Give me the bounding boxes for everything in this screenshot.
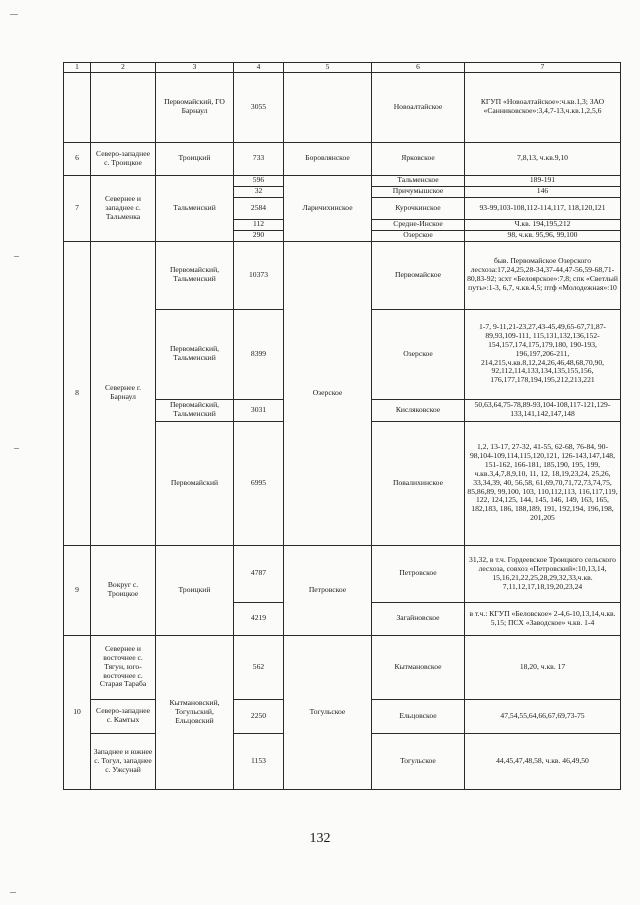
quarters-cell: КГУП «Новоалтайское»:ч.кв.1,3; ЗАО «Санниковское»:3,4,7-13,ч.кв.1,2,5,6 (465, 72, 621, 142)
area-cell: 8399 (234, 309, 284, 399)
location-cell: Севернее г. Барнаул (91, 241, 156, 545)
forestry-cell: Боровлянское (284, 142, 372, 175)
forestry-cell (284, 72, 372, 142)
area-cell: 290 (234, 230, 284, 241)
table-row (64, 175, 621, 186)
table-row (64, 72, 621, 142)
header-cell: 5 (284, 63, 372, 73)
subforestry-cell: Петровское (372, 545, 465, 602)
area-cell: 2250 (234, 699, 284, 733)
quarters-cell: 146 (465, 186, 621, 197)
district-cell: Первомайский, Тальменский (156, 241, 234, 309)
subforestry-cell: Первомайское (372, 241, 465, 309)
area-cell: 4219 (234, 602, 284, 635)
quarters-cell: быв. Первомайское Озерского лесхоза:17,24,25,28-34,37-44,47-56,59-68,71-80,83-92; зсхт «Белоярское»:7,8; спк «Светлый путь»:1-3, 6,7, ч.кв.4,5; птф «Молодежная»:10 (465, 241, 621, 309)
area-cell: 2584 (234, 197, 284, 219)
district-cell: Троицкий (156, 142, 234, 175)
scan-speck (10, 14, 18, 15)
area-cell: 562 (234, 635, 284, 699)
quarters-cell: 1,2, 13-17, 27-32, 41-55, 62-68, 76-84, 90-98,104-109,114,115,120,121, 126-143,147,148, 151-162, 166-181, 185,190, 195, 199, ч.кв.3,4,7,8,9,10, 11, 12, 18,19,23,24, 25,26, 33,34,39, 40, 56,58, 61,69,70,71,72,73,74,75, 85,86,89, 99,100, 103, 110,112,113, 116,117,119, 122, 124,125, 144, 145, 146, 149, 163, 165, 182,183, 186, 188,189, 191, 192,194, 196,198, 201,205 (465, 421, 621, 545)
row-number-cell: 7 (64, 175, 91, 241)
quarters-cell: 18,20, ч.кв. 17 (465, 635, 621, 699)
area-cell: 3031 (234, 399, 284, 421)
quarters-cell: 31,32, в т.ч. Гордеевское Троицкого сельского лесхоза, совхоз «Петровский»:10,13,14, 15,16,21,22,25,28,29,32,33,ч.кв. 7,11,12,17,18,19,20,23,24 (465, 545, 621, 602)
forestry-cell: Тогульское (284, 635, 372, 789)
subforestry-cell: Кисляковское (372, 399, 465, 421)
header-cell: 6 (372, 63, 465, 73)
row-number-cell: 10 (64, 635, 91, 789)
location-cell: Северо-западнее с. Камтых (91, 699, 156, 733)
district-cell: Первомайский (156, 421, 234, 545)
header-cell: 1 (64, 63, 91, 73)
district-cell: Первомайский, Тальменский (156, 399, 234, 421)
area-cell: 3055 (234, 72, 284, 142)
subforestry-cell: Тальменское (372, 175, 465, 186)
row-number-cell (64, 72, 91, 142)
forestry-cell: Ларичихинское (284, 175, 372, 241)
header-cell: 7 (465, 63, 621, 73)
district-cell: Кытмановский, Тогульский, Ельцовский (156, 635, 234, 789)
subforestry-cell: Озерское (372, 309, 465, 399)
table-row (64, 241, 621, 309)
table-header-row (64, 63, 621, 73)
quarters-cell: 50,63,64,75-78,89-93,104-108,117-121,129-133,141,142,147,148 (465, 399, 621, 421)
district-cell: Троицкий (156, 545, 234, 635)
scan-speck (14, 256, 19, 257)
area-cell: 6995 (234, 421, 284, 545)
district-cell: Тальменский (156, 175, 234, 241)
area-cell: 4787 (234, 545, 284, 602)
area-cell: 10373 (234, 241, 284, 309)
page-number: 132 (309, 831, 331, 846)
area-cell: 733 (234, 142, 284, 175)
forestry-cell: Озерское (284, 241, 372, 545)
subforestry-cell: Озерское (372, 230, 465, 241)
quarters-cell: 189-191 (465, 175, 621, 186)
scan-speck (10, 892, 16, 893)
subforestry-cell: Повалихинское (372, 421, 465, 545)
quarters-cell: 98, ч.кв. 95,96, 99,100 (465, 230, 621, 241)
area-cell: 112 (234, 219, 284, 230)
row-number-cell: 8 (64, 241, 91, 545)
row-number-cell: 6 (64, 142, 91, 175)
area-cell: 1153 (234, 733, 284, 789)
subforestry-cell: Ельцовское (372, 699, 465, 733)
header-cell: 4 (234, 63, 284, 73)
area-cell: 32 (234, 186, 284, 197)
location-cell: Западнее и южнее с. Тогул, западнее с. Ужсунай (91, 733, 156, 789)
scan-speck (14, 448, 19, 449)
header-cell: 3 (156, 63, 234, 73)
district-cell: Первомайский, ГО Барнаул (156, 72, 234, 142)
subforestry-cell: Ярковское (372, 142, 465, 175)
quarters-cell: 44,45,47,48,58, ч.кв. 46,49,50 (465, 733, 621, 789)
subforestry-cell: Курочкинское (372, 197, 465, 219)
quarters-cell: Ч.кв. 194,195,212 (465, 219, 621, 230)
quarters-cell: 1-7, 9-11,21-23,27,43-45,49,65-67,71,87-89,93,109-111, 115,131,132,136,152-154,157,174,175,179,180, 190-193, 196,197,206-211, 214,215,ч.кв.8,12,24,26,46,48,68,70,90, 92,112,114,133,134,135,155,156, 176,177,178,194,195,212,213,221 (465, 309, 621, 399)
quarters-cell: 93-99,103-108,112-114,117, 118,120,121 (465, 197, 621, 219)
subforestry-cell: Новоалтайское (372, 72, 465, 142)
location-cell: Севернее и западнее с. Тальменка (91, 175, 156, 241)
quarters-cell: 47,54,55,64,66,67,69,73-75 (465, 699, 621, 733)
location-cell: Севернее и восточнее с. Тягун, юго-восточнее с. Старая Тараба (91, 635, 156, 699)
district-cell: Первомайский, Тальменский (156, 309, 234, 399)
subforestry-cell: Кытмановское (372, 635, 465, 699)
subforestry-cell: Загайновское (372, 602, 465, 635)
quarters-cell: в т.ч.: КГУП «Беловское» 2-4,6-10,13,14,ч.кв. 5,15; ПСХ «Заводское» ч.кв. 1-4 (465, 602, 621, 635)
table-row (64, 545, 621, 602)
header-cell: 2 (91, 63, 156, 73)
subforestry-cell: Причумышское (372, 186, 465, 197)
quarters-cell: 7,8,13, ч.кв.9,10 (465, 142, 621, 175)
table-row (64, 142, 621, 175)
location-cell: Северо-западнее с. Троицкое (91, 142, 156, 175)
district-table (63, 62, 621, 790)
location-cell: Вокруг с. Троицкое (91, 545, 156, 635)
table-row (64, 635, 621, 699)
subforestry-cell: Тогульское (372, 733, 465, 789)
forestry-cell: Петровское (284, 545, 372, 635)
area-cell: 596 (234, 175, 284, 186)
subforestry-cell: Средне-Инское (372, 219, 465, 230)
location-cell (91, 72, 156, 142)
row-number-cell: 9 (64, 545, 91, 635)
